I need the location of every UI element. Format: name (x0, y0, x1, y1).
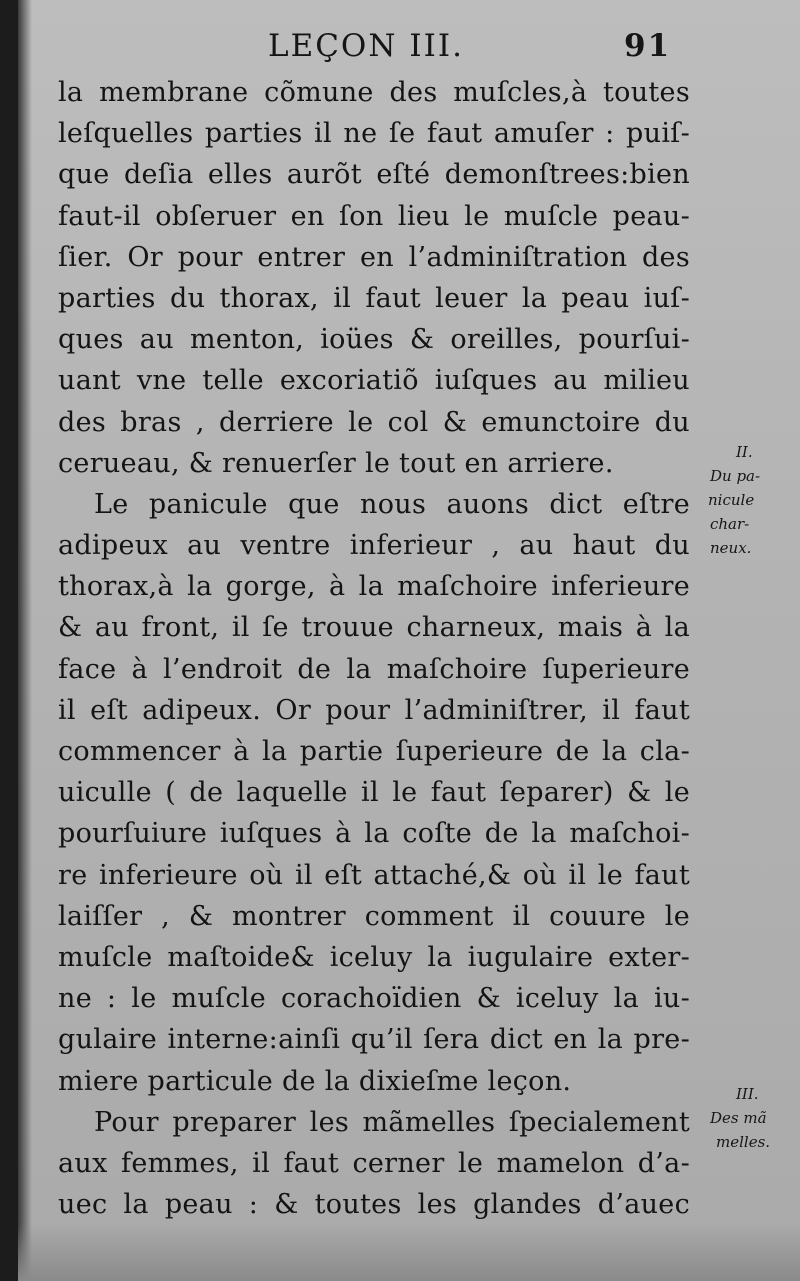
text-line: uiculle ( de laquelle il le faut ſeparer) & le (58, 777, 690, 809)
text-line: gulaire interne:ainſi qu’il ſera dict en la pre- (58, 1024, 690, 1056)
margin-note-panicule (686, 440, 796, 560)
paragraph-end-line: cerueau, & renuerſer le tout en arriere. (58, 447, 614, 479)
text-line: & au front, il ſe trouue charneux, mais à la (58, 612, 690, 644)
margin-note-line: Du pa- (710, 467, 761, 485)
text-line: leſquelles parties il ne ſe faut amuſer : puiſ- (58, 118, 690, 150)
margin-note-line: neux. (710, 539, 752, 557)
book-page (18, 0, 800, 1281)
text-line: des bras , derriere le col & emunctoire du (58, 406, 690, 438)
margin-note-line: char- (710, 515, 750, 533)
text-line: adipeux au ventre inferieur , au haut du (58, 530, 690, 562)
page-number: 91 (624, 28, 672, 64)
paragraph-first-line: Pour preparer les mãmelles ſpecialement (94, 1106, 690, 1138)
paragraph-first-line: Le panicule que nous auons dict eſtre (94, 488, 690, 520)
text-line: commencer à la partie ſuperieure de la cla- (58, 736, 690, 767)
text-line: ſier. Or pour entrer en l’adminiſtration des (58, 241, 690, 273)
margin-note-line: melles. (716, 1133, 771, 1151)
body-text (58, 72, 690, 1225)
text-line: face à l’endroit de la maſchoire ſuperieure (58, 653, 690, 685)
margin-note-mamelles (686, 1082, 796, 1154)
text-line: la membrane cõmune des muſcles,à toutes (58, 77, 690, 108)
text-line: il eſt adipeux. Or pour l’adminiſtrer, il faut (58, 694, 690, 726)
running-title: LEÇON III. (268, 28, 464, 64)
text-line: ques au menton, ioües & oreilles, pourſui- (58, 324, 690, 356)
text-line: aux femmes, il faut cerner le mamelon d’a- (58, 1147, 690, 1179)
margin-note-line: II. (736, 443, 753, 461)
gutter-shadow (18, 0, 32, 1281)
text-line: ne : le muſcle corachoïdien & iceluy la iu- (58, 983, 690, 1015)
margin-note-line: III. (736, 1085, 759, 1103)
text-line: pourſuiure iuſques à la coſte de la maſchoi- (58, 818, 690, 850)
text-line: uec la peau : & toutes les glandes d’auec (58, 1189, 690, 1221)
text-line: parties du thorax, il faut leuer la peau iuſ- (58, 282, 690, 314)
page-bottom-edge (18, 1223, 800, 1281)
margin-note-line: Des mã (710, 1109, 767, 1127)
text-line: laiſſer , & montrer comment il couure le (58, 900, 690, 932)
text-line: que deſia elles aurõt eſté demonſtrees:bien (58, 159, 690, 191)
text-line: uant vne telle excoriatiõ iuſques au milieu (58, 365, 690, 397)
text-line: faut-il obſeruer en ſon lieu le muſcle peau- (58, 200, 690, 232)
margin-note-line: nicule (708, 491, 755, 509)
text-line: thorax,à la gorge, à la maſchoire inferieure (58, 571, 690, 603)
text-line: re inferieure où il eſt attaché,& où il le faut (58, 859, 690, 891)
paragraph-end-line: miere particule de la dixieſme leçon. (58, 1065, 572, 1097)
text-line: muſcle maſtoide& iceluy la iugulaire exter- (58, 941, 690, 973)
page-header (268, 28, 768, 68)
